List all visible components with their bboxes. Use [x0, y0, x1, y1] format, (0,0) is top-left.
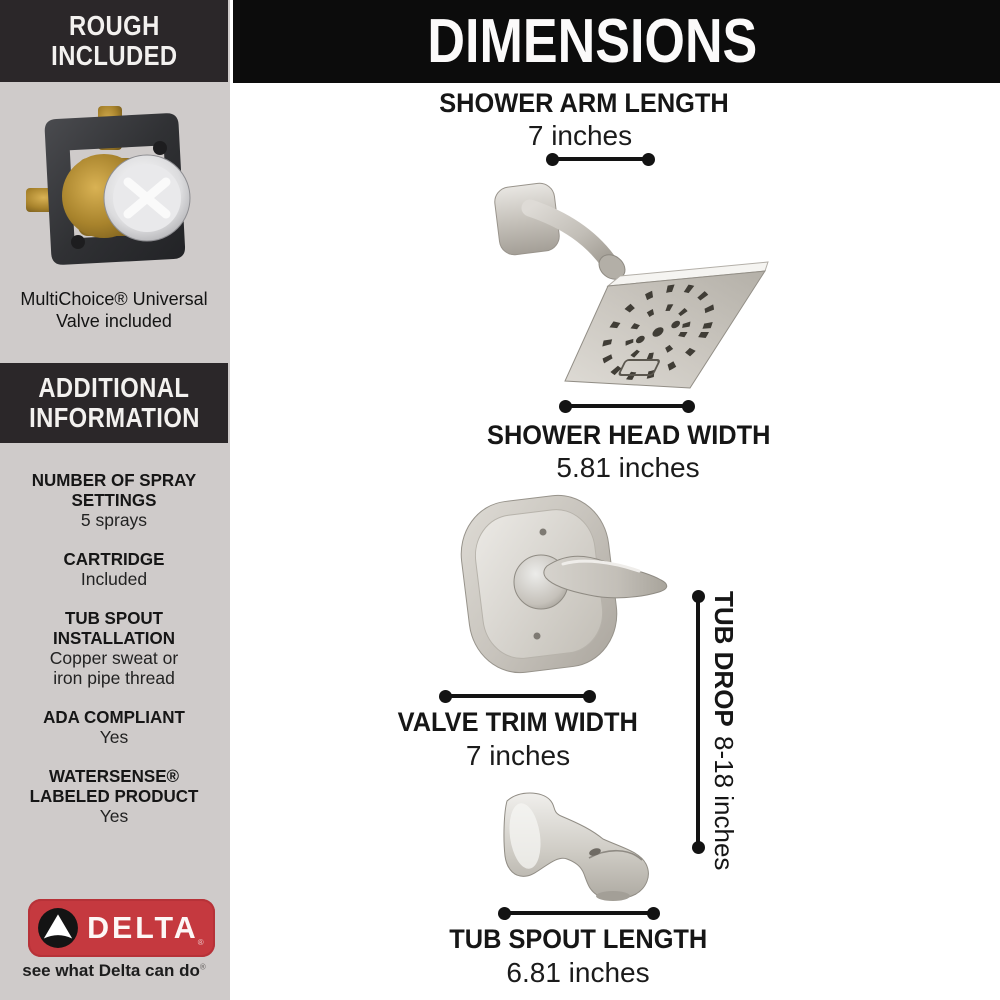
spec-value: Copper sweat or iron pipe thread [49, 648, 179, 688]
tub-drop-title: TUB DROP [709, 591, 739, 727]
delta-tagline [0, 961, 228, 981]
dimensions-header [233, 0, 1000, 83]
spout-tip-opening [596, 891, 630, 901]
valve-trim-dim-line [446, 694, 589, 698]
tagline-mark: ® [199, 962, 206, 972]
rough-header-line1: ROUGH [68, 10, 160, 41]
spec-value: Yes [99, 806, 129, 826]
sidebar [0, 0, 230, 1000]
valve-screw-bottom [71, 235, 85, 249]
tub-spout-illustration [487, 786, 677, 908]
spec-spray-settings [0, 470, 228, 530]
shower-head-width-label: SHOWER HEAD WIDTH [487, 420, 771, 450]
tub-drop-value: 8-18 inches [709, 735, 739, 871]
registered-mark: ® [197, 938, 204, 947]
spec-value: Included [80, 569, 148, 589]
delta-logo [28, 899, 215, 957]
page-title: DIMENSIONS [427, 7, 758, 76]
shower-arm-length-label: SHOWER ARM LENGTH [439, 88, 729, 118]
rough-included-header [0, 0, 228, 82]
valve-trim-illustration [443, 488, 693, 688]
tub-spout-dim-line [505, 911, 653, 915]
spec-label: NUMBER OF SPRAY SETTINGS [31, 470, 197, 510]
tub-spout-length-value: 6.81 inches [506, 957, 650, 988]
spec-ada-compliant [0, 707, 228, 747]
shower-head-illustration [480, 170, 780, 412]
valve-screw-top [153, 141, 167, 155]
additional-header-line2: INFORMATION [28, 402, 200, 433]
spec-watersense [0, 766, 228, 826]
shower-arm-length-value: 7 inches [527, 120, 633, 151]
delta-triangle-icon [37, 907, 79, 949]
spec-label: TUB SPOUT INSTALLATION [53, 608, 175, 648]
spec-value: Yes [99, 727, 129, 747]
spec-label: CARTRIDGE [63, 549, 165, 569]
valve-caption-line1: MultiChoice® Universal [20, 289, 208, 309]
trim-screw-top [540, 529, 547, 536]
spec-label: WATERSENSE® LABELED PRODUCT [29, 766, 199, 806]
spec-value: 5 sprays [80, 510, 148, 530]
shower-head-face [565, 271, 765, 388]
trim-screw-bottom [534, 633, 541, 640]
valve-trim-width-label: VALVE TRIM WIDTH [397, 707, 639, 737]
rough-header-line2: INCLUDED [50, 40, 178, 71]
valve-caption [0, 288, 228, 332]
tub-drop-dim-line [696, 597, 700, 847]
tagline-text: see what Delta can do [22, 961, 200, 980]
valve-trim-width-value: 7 inches [465, 740, 571, 771]
shower-arm-dim-line [553, 157, 648, 161]
tub-spout-length-label: TUB SPOUT LENGTH [448, 924, 708, 954]
valve-caption-line2: Valve included [56, 311, 172, 331]
additional-information-header [0, 363, 228, 443]
spec-cartridge [0, 549, 228, 589]
spec-label: ADA COMPLIANT [43, 707, 185, 727]
spec-list [0, 470, 228, 845]
additional-header-line1: ADDITIONAL [38, 372, 190, 403]
tub-drop-label [708, 591, 739, 870]
rough-valve-illustration [20, 96, 210, 282]
shower-head-width-value: 5.81 inches [556, 452, 700, 483]
delta-brand-wordmark: DELTA [87, 910, 199, 945]
spec-tub-spout-installation [0, 608, 228, 688]
shower-head-dim-line [566, 404, 688, 408]
